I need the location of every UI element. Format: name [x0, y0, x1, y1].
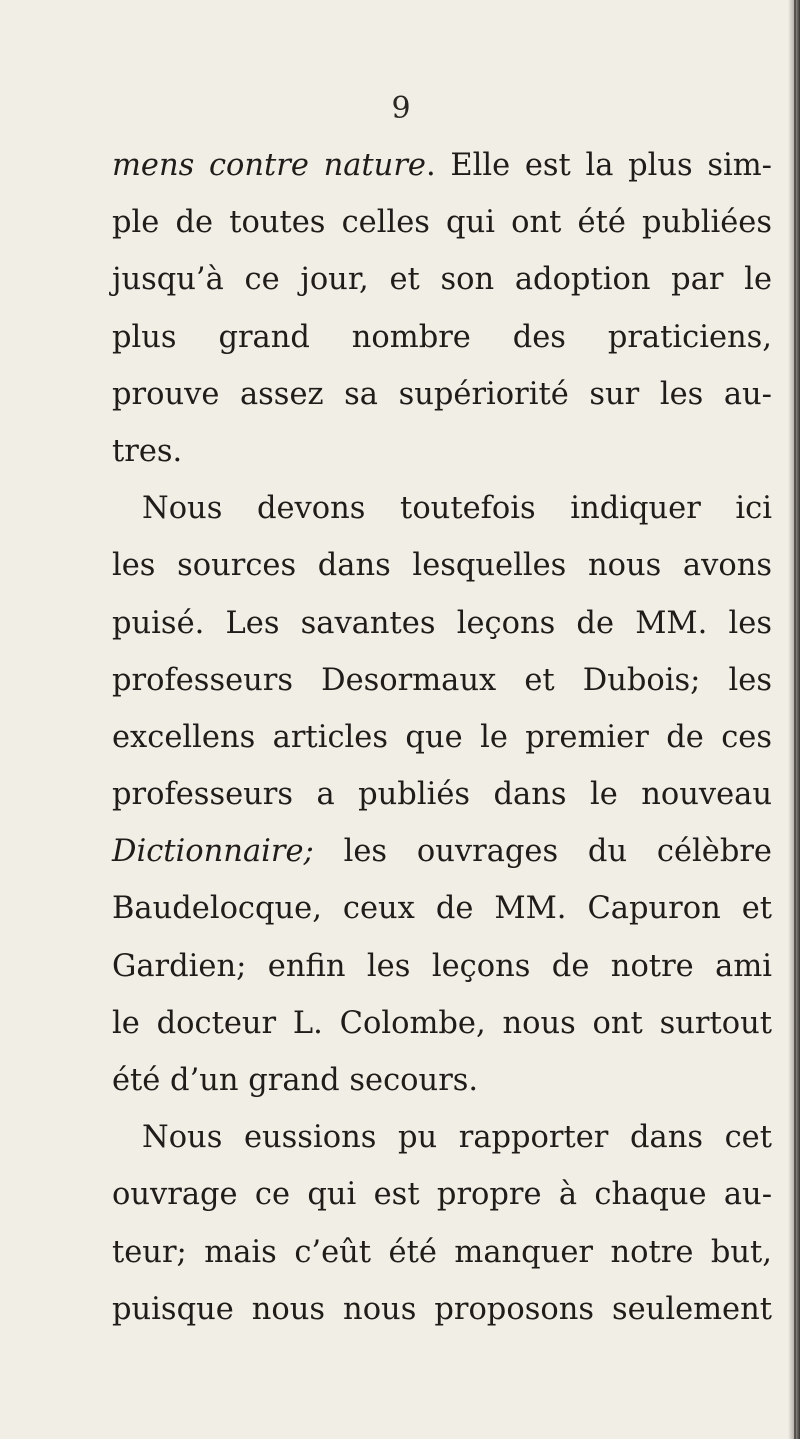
paragraph-start-line: Nous eussions pu rapporter dans cet — [142, 1120, 772, 1156]
text-line — [112, 137, 772, 194]
text-line: professeurs a publiés dans le nouveau — [112, 777, 772, 813]
body-text — [112, 137, 772, 1338]
text-line: les sources dans lesquelles nous avons — [112, 548, 772, 584]
text-line: été d’un grand secours. — [112, 1063, 479, 1098]
text-line: Gardien; enfin les leçons de notre ami — [112, 948, 772, 984]
text-fragment: . Elle est la plus sim- — [425, 148, 772, 183]
text-line: tres. — [112, 433, 183, 469]
text-line: ple de toutes celles qui ont été publiées — [112, 205, 772, 241]
text-line: professeurs Desormaux et Dubois; les — [112, 662, 772, 698]
page-number: 9 — [391, 91, 411, 126]
text-fragment: les ouvrages du célèbre — [313, 834, 772, 870]
italic-title: Dictionnaire; — [112, 834, 314, 870]
paragraph-start-line: Nous devons toutefois indiquer ici — [142, 491, 772, 527]
italic-phrase: mens contre nature — [112, 148, 426, 183]
text-line: ouvrage ce qui est propre à chaque au- — [112, 1177, 772, 1213]
text-line: prouve assez sa supériorité sur les au- — [112, 376, 772, 412]
text-line: le docteur L. Colombe, nous ont surtout — [112, 1005, 772, 1041]
text-line: Baudelocque, ceux de MM. Capuron et — [112, 891, 772, 927]
text-line: excellens articles que le premier de ces — [112, 719, 772, 755]
text-line: puisque nous nous proposons seulement — [112, 1291, 772, 1327]
page-edge-line — [794, 0, 796, 1439]
text-line: puisé. Les savantes leçons de MM. les — [112, 605, 772, 641]
text-line: plus grand nombre des praticiens, — [112, 319, 772, 355]
text-line — [112, 823, 772, 880]
text-line: jusqu’à ce jour, et son adoption par le — [112, 262, 772, 298]
text-line: teur; mais c’eût été manquer notre but, — [112, 1234, 772, 1270]
